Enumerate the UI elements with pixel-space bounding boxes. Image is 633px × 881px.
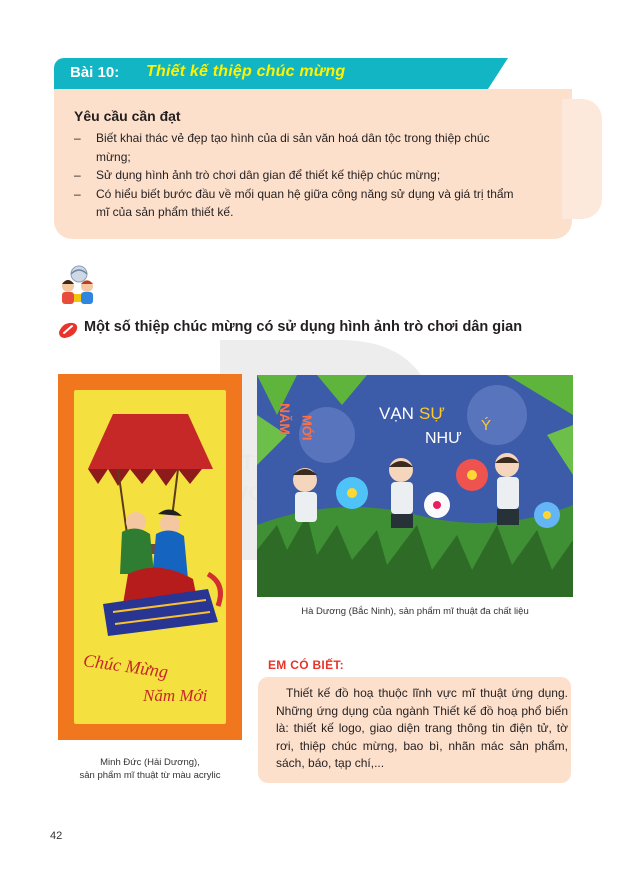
children-illustration	[257, 375, 573, 597]
text-van: VẠN	[379, 404, 414, 423]
requirement-item: – Có hiểu biết bước đầu về mối quan hệ giữa công năng sử dụng và giá trị thẩm mĩ của sản phẩm thiết kế.	[74, 185, 524, 222]
greeting-line2: Năm Mới	[143, 686, 208, 705]
paper-flower-cyan	[336, 477, 368, 509]
text-nam: NĂM	[277, 403, 293, 435]
lesson-banner	[54, 58, 488, 89]
requirement-item: – Biết khai thác vẻ đẹp tạo hình của di sản văn hoá dân tộc trong thiệp chúc mừng;	[74, 129, 524, 166]
paper-flower-red	[456, 459, 488, 491]
greeting-card-children	[257, 375, 573, 597]
caption-right: Hà Dương (Bắc Ninh), sản phẩm mĩ thuật đa chất liệu	[301, 606, 529, 617]
page-number: 42	[50, 830, 63, 842]
paper-flower-blue	[534, 502, 560, 528]
watermark-line2: VỚI	[235, 483, 271, 505]
text-su: SỰ	[419, 404, 445, 423]
section-title: Một số thiệp chúc mừng có sử dụng hình ảnh trò chơi dân gian	[84, 319, 523, 335]
lesson-title: Thiết kế thiệp chúc mừng	[146, 63, 346, 80]
requirements-list	[74, 129, 524, 222]
paper-flower-white	[424, 492, 450, 518]
mascot-children-icon	[57, 264, 101, 308]
caption-left	[58, 756, 242, 782]
know-text: Thiết kế đồ hoạ thuộc lĩnh vực mĩ thuật ứng dụng. Những ứng dụng của ngành Thiết kế đồ hoạ phổ biến là: thiết kế logo, giao diện trang thông tin điện tử, tờ rơi, thiệp chúc mừng, bao bì, nhãn mác sản phẩm, sách, báo, tạp chí,...	[276, 686, 568, 770]
caption-left-line2: sản phẩm mĩ thuật từ màu acrylic	[79, 770, 221, 781]
requirements-box	[54, 89, 572, 239]
know-box	[258, 677, 571, 783]
paint-brush-icon	[57, 320, 79, 340]
text-nhu: NHƯ	[425, 430, 462, 447]
requirements-heading: Yêu cầu cần đạt	[74, 108, 181, 124]
caption-left-line1: Minh Đức (Hải Dương),	[100, 757, 200, 768]
greeting-card-swing	[58, 374, 242, 740]
lesson-label: Bài 10:	[70, 64, 120, 81]
text-moi: MỚI	[299, 415, 315, 441]
greeting-line1: Chúc Mừng	[82, 650, 170, 682]
requirement-item: – Sử dụng hình ảnh trò chơi dân gian để thiết kế thiệp chúc mừng;	[74, 166, 524, 185]
know-heading: EM CÓ BIẾT:	[268, 658, 344, 672]
text-y: Ý	[481, 417, 492, 434]
